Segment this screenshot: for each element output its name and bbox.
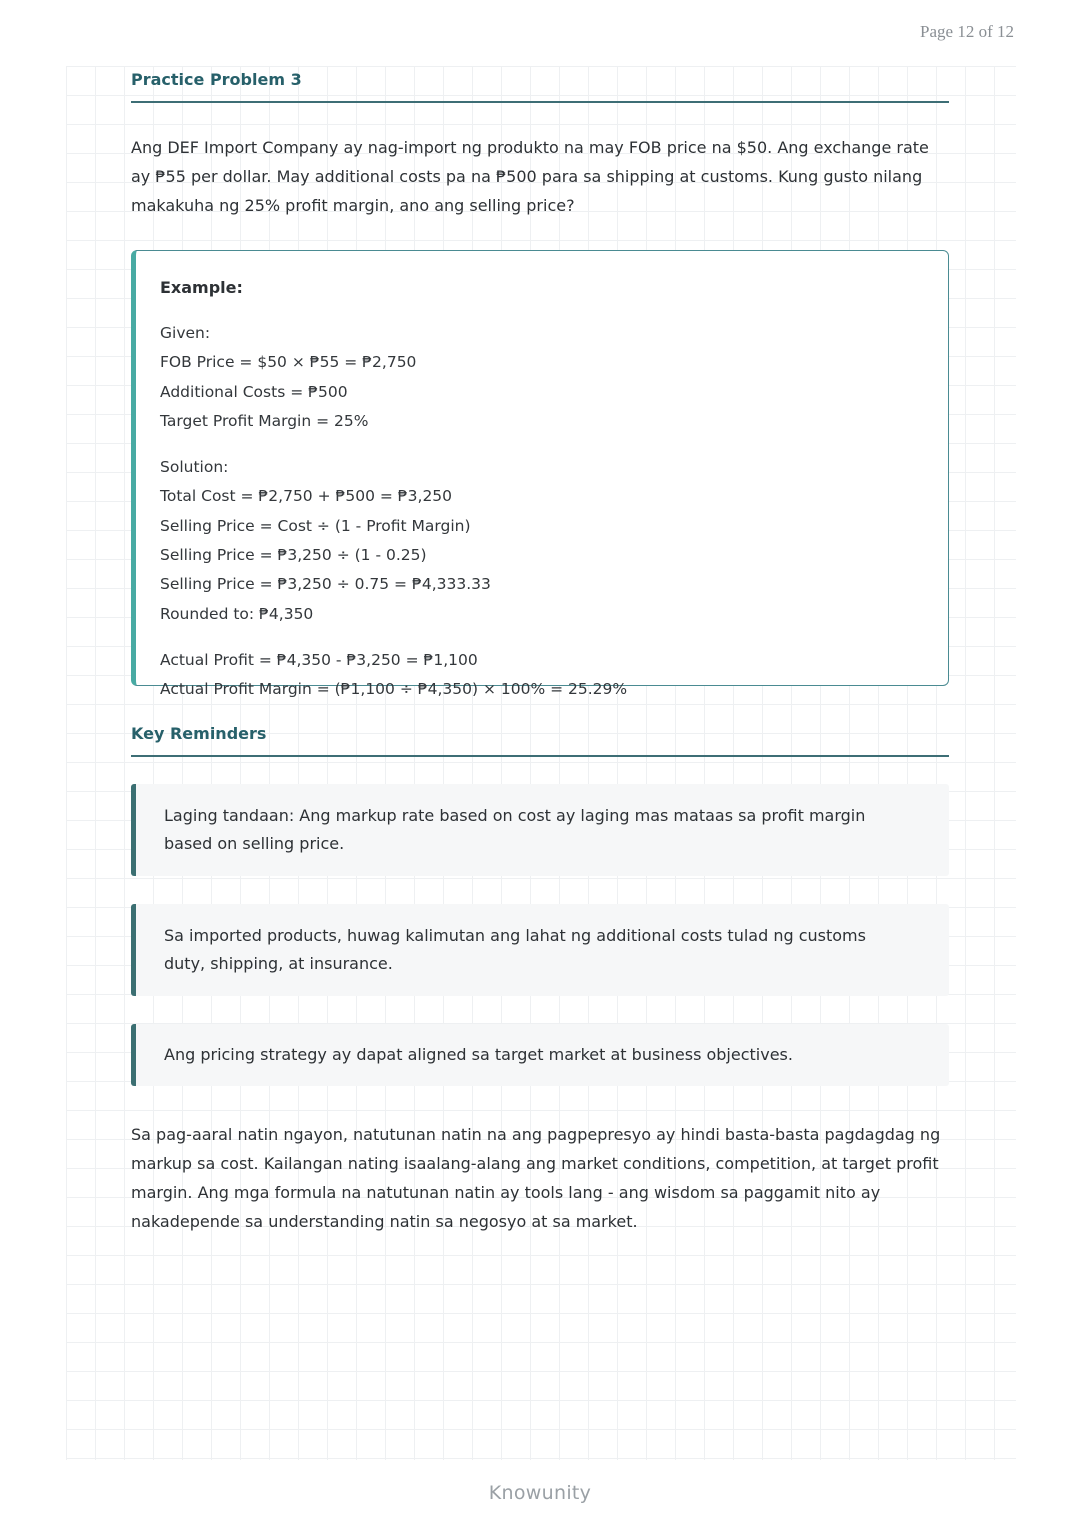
solution-label: Solution:	[160, 458, 229, 477]
given-target-margin: Target Profit Margin = 25%	[160, 411, 369, 430]
reminder-item: Laging tandaan: Ang markup rate based on cost ay laging mas mataas sa profit margin based on selling price.	[131, 784, 949, 876]
page-number: Page 12 of 12	[920, 22, 1014, 41]
example-box	[131, 250, 949, 699]
solution-formula: Selling Price = Cost ÷ (1 - Profit Margin)	[160, 516, 471, 535]
given-label: Given:	[160, 324, 211, 342]
given-additional-costs: Additional Costs = ₱500	[160, 382, 348, 401]
example-title: Example:	[160, 278, 243, 297]
conclusion-paragraph: Sa pag-aaral natin ngayon, natutunan natin na ang pagpepresyo ay hindi basta-basta pagdagdag ng markup sa cost. Kailangan nating isaalang-alang ang market conditions, competition, at target profit margin. Ang mga formula na natutunan natin ay tools lang - ang wisdom sa paggamit nito ay nakadepende sa understanding natin sa negosyo at sa market.	[131, 1125, 941, 1231]
given-group	[160, 319, 922, 436]
actual-profit-margin: Actual Profit Margin = (₱1,100 ÷ ₱4,350) × 100% = 25.29%	[160, 680, 628, 699]
reminder-item: Ang pricing strategy ay dapat aligned sa target market at business objectives.	[131, 1024, 949, 1086]
reminder-item: Sa imported products, huwag kalimutan ang lahat ng additional costs tulad ng customs duty, shipping, at insurance.	[131, 904, 949, 996]
solution-group	[160, 453, 922, 629]
given-fob-price: FOB Price = $50 × ₱55 = ₱2,750	[160, 353, 417, 372]
actual-group	[160, 646, 922, 705]
solution-substitution: Selling Price = ₱3,250 ÷ (1 - 0.25)	[160, 546, 427, 565]
footer-brand-logo: Knowunity	[488, 1482, 592, 1504]
key-reminders-heading: Key Reminders	[131, 720, 949, 757]
practice-problem-text: Ang DEF Import Company ay nag-import ng produkto na may FOB price na $50. Ang exchange rate ay ₱55 per dollar. May additional costs pa na ₱500 para sa shipping at customs. Kung gusto nilang makakuha ng 25% profit margin, ano ang selling price?	[131, 138, 929, 215]
page-content	[131, 66, 949, 1252]
practice-problem-heading: Practice Problem 3	[131, 66, 949, 103]
solution-rounded: Rounded to: ₱4,350	[160, 604, 314, 623]
solution-total-cost: Total Cost = ₱2,750 + ₱500 = ₱3,250	[160, 487, 453, 506]
solution-result: Selling Price = ₱3,250 ÷ 0.75 = ₱4,333.33	[160, 575, 491, 594]
actual-profit: Actual Profit = ₱4,350 - ₱3,250 = ₱1,100	[160, 650, 478, 669]
